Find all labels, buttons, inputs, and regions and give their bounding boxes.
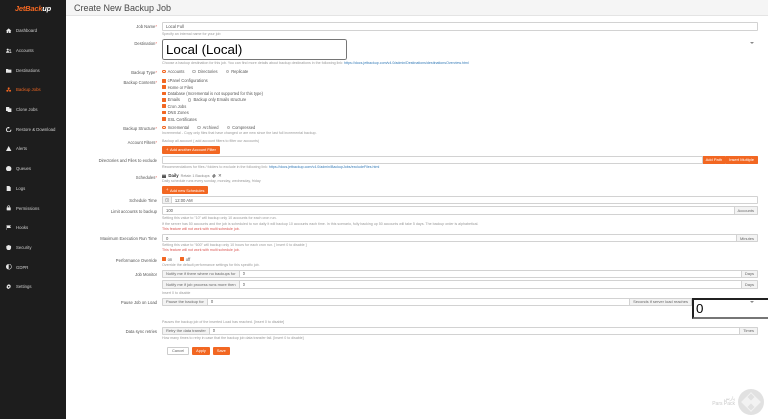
checkbox-icon (180, 257, 184, 261)
field-row-job-monitor (76, 270, 758, 296)
sidebar-item-label: GDPR (16, 264, 29, 270)
data-sync-retries-group (162, 327, 758, 336)
pause-job-load-hint: Pauses the backup job of the inserted Load has reached. [Insert 0 to disable] (162, 319, 285, 324)
pause-job-load-mid-label: Seconds if server load reaches (630, 298, 692, 307)
performance-override-label: Performance Override (115, 257, 157, 263)
sidebar-item-label: Accounts (16, 48, 34, 54)
directories-exclude-group (162, 156, 758, 165)
max-execution-hint: Setting this value to "600" will backup only 10 hours for each cron run. [ Insert 0 to disable ] (162, 243, 307, 248)
gear-icon (6, 284, 12, 290)
insert-multiple-button[interactable]: Insert Multiple (726, 156, 758, 165)
checkbox-icon (162, 98, 166, 102)
radio-icon (226, 70, 230, 74)
field-row-backup-type (76, 68, 758, 76)
field-row-max-execution (76, 234, 758, 253)
sidebar-item-label: Queues (16, 166, 32, 172)
sidebar-item-label: Security (16, 244, 32, 250)
backup-structure-option-incremental[interactable]: Incremental (162, 125, 189, 130)
backup-type-label: Backup Type* (131, 69, 157, 75)
sidebar (0, 0, 66, 419)
checkbox-icon (162, 111, 166, 115)
pause-job-load-group (162, 298, 758, 319)
shield-icon (6, 244, 12, 250)
folder-icon (6, 67, 12, 73)
radio-icon (188, 98, 192, 102)
backup-structure-hint: Incremental - Copy only files that have changed or are new since the last full incremental backup. (162, 131, 317, 136)
sidebar-item-destinations[interactable] (0, 60, 66, 80)
checkbox-icon (162, 104, 166, 108)
schedules-hint: Daily schedule runs every sunday, monday, wednesday, friday (162, 179, 261, 184)
backup-content-home-or-files[interactable]: Home or Files (162, 85, 193, 90)
backup-structure-option-archived[interactable]: Archived (197, 125, 219, 130)
brand-logo[interactable] (0, 0, 66, 16)
backup-type-radios (162, 68, 758, 75)
sidebar-item-label: Alerts (16, 146, 27, 152)
destination-hint-link[interactable]: https://docs.jetbackup.com/v4.0/admin/Destinations/destinationsOverview.html (344, 60, 469, 65)
radio-icon (197, 126, 201, 130)
limit-accounts-warning: This feature will not work with multi schedule job. (162, 226, 240, 231)
list-item (162, 78, 758, 83)
sidebar-item-accounts[interactable] (0, 41, 66, 61)
list-item (162, 97, 758, 102)
sidebar-item-hooks[interactable] (0, 218, 66, 238)
save-button[interactable]: Save (213, 347, 230, 355)
gear-icon[interactable] (212, 174, 216, 178)
max-execution-warning: This feature will not work with multi schedule job. (162, 248, 240, 253)
radio-icon (162, 126, 166, 130)
job-monitor-input-runs-more[interactable] (239, 280, 742, 289)
users-icon (6, 48, 12, 54)
max-execution-label: Maximum Execution Run Time (100, 236, 157, 242)
list-item (162, 117, 758, 122)
sidebar-item-label: Backup Jobs (16, 87, 41, 93)
sidebar-item-gdpr[interactable] (0, 257, 66, 277)
clone-icon (6, 107, 12, 113)
limit-accounts-label: Limit accounts to backup (110, 208, 157, 214)
job-monitor-addon-runs-more: Days (742, 280, 758, 289)
sidebar-item-restore-download[interactable] (0, 119, 66, 139)
checkbox-icon (162, 92, 166, 96)
field-row-destination (76, 39, 758, 66)
schedule-time-input[interactable] (171, 196, 758, 205)
watermark-text (712, 397, 735, 408)
pause-job-load-select-wrap (692, 298, 758, 319)
radio-icon (192, 70, 196, 74)
destination-select[interactable] (162, 39, 347, 60)
add-schedule-button[interactable]: + Add new Schedules (162, 186, 208, 194)
job-monitor-label: Job Monitor (135, 272, 157, 278)
field-row-performance-override (76, 255, 758, 268)
sidebar-item-logs[interactable] (0, 179, 66, 199)
brand-logo-text: JetBackup (14, 3, 52, 13)
max-execution-group (162, 234, 758, 243)
field-row-backup-contents (76, 77, 758, 121)
backup-content-cron-jobs[interactable]: Cron Jobs (162, 104, 186, 109)
field-row-data-sync-retries (76, 327, 758, 342)
field-row-job-name (76, 22, 758, 37)
backup-structure-radios (162, 124, 758, 131)
destination-select-wrap (162, 39, 758, 60)
schedule-item-name: Daily (168, 173, 179, 179)
job-monitor-input-no-backups[interactable] (239, 270, 742, 279)
backup-content-emails[interactable]: Emails (162, 97, 180, 102)
form-actions (76, 347, 758, 355)
limit-accounts-input[interactable] (162, 206, 735, 215)
field-row-schedules (76, 172, 758, 194)
checkbox-icon (162, 117, 166, 121)
sidebar-item-label: Destinations (16, 67, 40, 73)
close-icon[interactable]: ✕ (217, 172, 222, 178)
destination-label: Destination* (134, 40, 157, 46)
job-name-label: Job Name* (136, 24, 157, 30)
directories-exclude-input[interactable] (162, 156, 703, 165)
job-name-hint: Specify an internal name for your job (162, 31, 221, 36)
sidebar-nav (0, 16, 66, 297)
flag-icon (6, 225, 12, 231)
main-area (66, 0, 768, 419)
data-sync-retries-addon: Times (740, 327, 758, 336)
sidebar-item-label: Dashboard (16, 28, 38, 34)
pause-job-load-select[interactable] (692, 298, 768, 319)
performance-override-option-off[interactable]: off (180, 257, 190, 262)
logs-icon (6, 185, 12, 191)
field-row-directories-exclude (76, 156, 758, 171)
checkbox-icon (162, 257, 166, 261)
dashboard-icon (6, 28, 12, 34)
sidebar-item-label: Settings (16, 284, 32, 290)
radio-icon (227, 126, 231, 130)
schedule-item-retain: Retain 1 Backups (180, 173, 210, 178)
job-monitor-prefix-runs-more: Notify me if job process runs more then (162, 280, 239, 289)
radio-icon (162, 70, 166, 74)
field-row-backup-structure (76, 124, 758, 137)
backup-contents-label: Backup Contents* (123, 79, 157, 85)
watermark (712, 389, 764, 415)
limit-accounts-addon: Accounts (735, 206, 758, 215)
limit-accounts-hint-1: Setting this value to "10" will backup only 10 accounts for each cron run. (162, 216, 277, 221)
sidebar-item-settings[interactable] (0, 277, 66, 297)
sidebar-item-alerts[interactable] (0, 139, 66, 159)
data-sync-retries-hint: How many times to retry in case that the backup job data transfer fail. [Insert 0 to disable] (162, 336, 304, 341)
field-row-limit-accounts (76, 206, 758, 231)
data-sync-retries-label: Data sync retries (125, 328, 157, 334)
sidebar-item-label: Clone Jobs (16, 107, 38, 113)
backup-type-option-replicate[interactable]: Replicate (226, 69, 249, 74)
performance-override-radios (162, 255, 758, 262)
add-account-filter-button[interactable]: + Add another Account Filter (162, 146, 220, 154)
schedule-time-label: Schedule Time (129, 198, 157, 204)
queue-icon (6, 166, 12, 172)
sidebar-item-dashboard[interactable] (0, 21, 66, 41)
sidebar-item-label: Restore & Download (16, 126, 56, 132)
job-monitor-row-runs-more (162, 280, 758, 289)
watermark-line1: پارس (723, 395, 735, 402)
lock-icon (6, 205, 12, 211)
job-name-input[interactable] (162, 22, 758, 31)
calendar-icon (162, 174, 166, 178)
destination-hint: Choose a backup destination for this job. You can find more details about backup destinations in the following link: https://docs.jetbackup.com/v4.0/admin/Destinations/destinationsOverview.html (162, 60, 469, 65)
max-execution-addon: Minutes (737, 234, 758, 243)
backup-content-emails-structure-only[interactable]: Backup only Emails structure (188, 97, 246, 102)
sidebar-item-permissions[interactable] (0, 198, 66, 218)
restore-icon (6, 126, 12, 132)
job-monitor-hint: Insert 0 to disable (162, 290, 191, 295)
field-row-pause-job-load (76, 298, 758, 325)
cancel-button[interactable]: Cancel (167, 347, 189, 355)
sidebar-item-clone-jobs[interactable] (0, 100, 66, 120)
field-row-schedule-time (76, 196, 758, 205)
list-item (162, 85, 758, 90)
sidebar-item-backup-jobs[interactable] (0, 80, 66, 100)
job-monitor-row-no-backups (162, 270, 758, 279)
schedules-label: Schedules* (135, 174, 157, 180)
account-filters-hint: Backup all account ( add account filters to filter our accounts) (162, 139, 260, 144)
list-item (162, 110, 758, 115)
directories-exclude-hint: Recommendations for files / folders to exclude in the following link: https://docs.jetbackup.com/v4.0/admin/BackupJobs/excludeFiles.html (162, 165, 380, 170)
data-sync-retries-input[interactable] (209, 327, 740, 336)
backup-content-dns-zones[interactable]: DNS Zones (162, 110, 189, 115)
backup-icon (6, 87, 12, 93)
checkbox-icon (162, 79, 166, 83)
sidebar-item-security[interactable] (0, 238, 66, 258)
page-title: Create New Backup Job (74, 2, 172, 13)
sidebar-item-queues[interactable] (0, 159, 66, 179)
schedule-time-group (162, 196, 758, 205)
backup-content-cpanel-configurations[interactable]: cPanel Configurations (162, 78, 208, 83)
field-row-account-filters (76, 138, 758, 154)
max-execution-input[interactable] (162, 234, 737, 243)
parspack-logo-icon (738, 389, 764, 415)
limit-accounts-hint-2: If the server has 50 accounts and the job is scheduled to run daily it will backup 10 accounts each time. In this scenario, fully backing up 50 accounts will take 5 days. The backup order is alphabetical. (162, 222, 479, 227)
pause-job-load-input[interactable] (207, 298, 630, 307)
performance-override-hint: Override the default performance settings for this specific job. (162, 262, 260, 267)
job-monitor-prefix-no-backups: Notify me if there where no backups for (162, 270, 239, 279)
directories-exclude-hint-link[interactable]: https://docs.jetbackup.com/v4.0/admin/BackupJobs/excludeFiles.html (268, 165, 380, 170)
add-path-button[interactable]: Add Path (703, 156, 726, 165)
list-item (162, 104, 758, 109)
clock-icon (162, 196, 171, 205)
sidebar-item-label: Hooks (16, 225, 29, 231)
sidebar-item-label: Logs (16, 185, 26, 191)
account-filters-label: Account Filters* (127, 140, 157, 146)
limit-accounts-group (162, 206, 758, 215)
backup-type-option-directories[interactable]: Directories (192, 69, 217, 74)
job-monitor-addon-no-backups: Days (742, 270, 758, 279)
checkbox-icon (162, 85, 166, 89)
backup-content-ssl-certificates[interactable]: SSL Certificates (162, 117, 197, 122)
apply-button[interactable]: Apply (192, 347, 210, 355)
gdpr-icon (6, 264, 12, 270)
topbar (66, 0, 768, 16)
backup-type-option-accounts[interactable]: Accounts (162, 69, 184, 74)
data-sync-retries-prefix: Retry the data transfer (162, 327, 209, 336)
schedule-item (162, 172, 758, 178)
performance-override-option-on[interactable]: on (162, 257, 172, 262)
backup-job-form (66, 16, 768, 419)
alert-icon (6, 146, 12, 152)
backup-contents-checklist (162, 77, 758, 121)
directories-exclude-label: Directories and Files to exclude (98, 158, 157, 164)
watermark-line2: Pars Pack (712, 401, 735, 407)
list-item (162, 91, 758, 96)
pause-job-load-prefix: Pause the backup for (162, 298, 207, 307)
sidebar-item-label: Permissions (16, 205, 40, 211)
backup-structure-option-compressed[interactable]: Compressed (227, 125, 256, 130)
backup-structure-label: Backup Structure* (123, 125, 157, 131)
backup-content-database[interactable]: Database (Incremental is not supported for this type) (162, 91, 263, 96)
pause-job-load-label: Pause Job on Load (120, 299, 157, 305)
